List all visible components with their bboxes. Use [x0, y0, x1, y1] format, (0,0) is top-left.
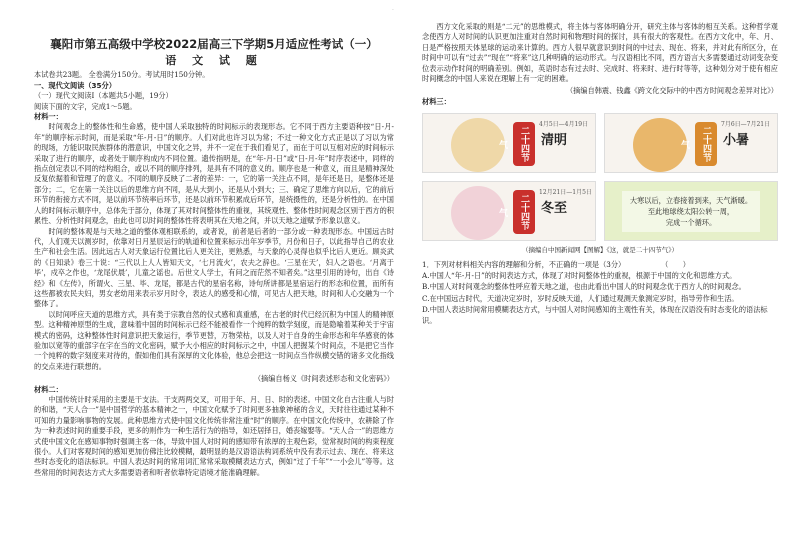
paragraph: 以时间呼应天道的思维方式，具有类于宗教自然的仪式感和真重感，在古老的时代已经沉积为中国人的精神原型。这种精神原型的生成，意味着中国的时间标示已经不能被看作一个纯粹的数学刻度，而是隐喻着某种关于宇宙模式的密码，这种整体性时间意识把天象运行，季节更替，万物荣枯，以及人对于自身的生命形态和年华感衰的体验加以宽等的重部字在字在当的文化密码，赋予大小相应的时间标示之中，中国人把握某个时间点，不是把它当作一个纯粹的数字刻度来对待的，假如他们具有深厚的文化体验，他总会把这一时间点当作纵横交错的诸多文化指线的交点来进行联想的。 [34, 309, 394, 371]
solar-term-card [422, 181, 596, 241]
term-tag: 二十四节气 [513, 122, 535, 166]
answer-option: D.中国人表达时间常用模糊表达方式，与中国人对时间感知的主观性有关，体现在汉语没有时态变化的语法标识。 [422, 305, 768, 325]
page-mark: . [392, 5, 394, 12]
subject-title: 语 文 试 题 [165, 54, 263, 67]
instruction: 阅读下面的文字，完成1～5题。 [34, 101, 137, 111]
term-tag: 二十四节气 [695, 122, 717, 166]
answer-option: C.在中国远古时代，天道决定岁时，岁时反映天道，人们通过观测天象测定岁时，指导劳作和生活。 [422, 293, 739, 303]
term-date: 12月21日—1月5日 [539, 189, 592, 197]
material-label: 材料二： [34, 384, 63, 394]
term-name: 冬至 [541, 201, 568, 217]
section-heading: 一、现代文阅读（35分） [34, 80, 116, 90]
text-line: 完成一个循环。 [665, 217, 717, 227]
paragraph: 时间观念上的整体性和生命感，使中国人采取独特的时间标示的表现形态。它不同于西方主要语种按“日-月-年”的顺序标示时间，而是采取“年-月-日”的顺序。人们对此也许习以为常；不过一种文化方式正是以了习以为常的现场，方能识取民族群体的潜意识，中国文化之异，并不一定在于我们看见了，而在于可以互相对应的时间标示采取了进行的顺序，或者处于顺序构成内不同位置。遗传指明是，在“年-月-日”或“日-月-年”时序表述中，同样的指点创定表以不同的结构组合，或以不同的顺序排列，是具有不同的意义的。顺序也是一种意义，而且是精神深处反复依据着和管理了的意义。不同的顺序反映了二者的差异：一，它的第一关注点不同，是年还是日，是整体还是部分；二，它在第一关注以后的思维方向不同，是从大到小，还是从小到大；三、确定了思维方向以后，它的前后环节的衔接方式不同，是以前环节统率后环节，还是以前环节积累成后环节，是统摄性的，还是分析性的。在中国人的时间标示顺序中，总体先于部分，体现了其对时间整体性的重视，其统观性、整体性时间观念区别于西方的积累性、分析性时间观念，由此也可以时间的整体性将表明其在天地之间，并以天地之道赋予形象以意义。 [34, 122, 394, 226]
answer-option: A.中国人“年-月-日”的时间表达方式，体现了对时间整体性的重视，根源于中国的文化和思维方式。 [422, 271, 737, 281]
right-column [422, 22, 778, 552]
term-tag: 二十四节气 [513, 190, 535, 234]
subsection-heading: （一）现代文阅读Ⅰ（本题共5小题，19分） [34, 91, 173, 101]
question-stem: 1．下列对材料相关内容的理解和分析，不正确的一项是（3分） （ ） [422, 259, 690, 269]
text-line: 大寒以后，立春接着到来，天气渐暖。 [629, 195, 753, 205]
paragraph: 西方文化采取的则是“二元”的思维模式，将主体与客体明确分开，研究主体与客体的相互关系。这种哲学观念使西方人对时间的认识更加注重对自然时间和物理时间的探讨，具有很大的客观性。在西方文化中，年、月、日是严格按照天体星球的运动来计算的。西方人很早就意识到时间的中过去、现在、将来，并对此有所区分，在时间中可以有“过去”“现在”“将来”这几种明确的运动形式。与汉语相比不同，西方语言大多需要通过动词变杂变位表示动作时间的明确差别。例如，英语时态有过去时、完成时、将来时、进行时等等，这种划分对于使有相应时间概念的中国人来说在理解上有一定的困难。 [422, 22, 778, 84]
source-note: （摘编自中国新闻网【图解】《这，就是二十四节气》） [522, 246, 678, 255]
source-note: （摘编自杨义《时间表述形态和文化密码》） [253, 374, 394, 384]
material-label: 材料一： [34, 112, 63, 122]
source-note: （摘编自韩震、钱鑫《跨文化交际中的中西方时间观念差异对比》） [565, 86, 778, 96]
text-card [604, 181, 778, 241]
term-name: 清明 [541, 133, 568, 149]
material-label: 材料三： [422, 96, 451, 106]
term-date: 4月5日—4月19日 [539, 121, 589, 129]
term-name: 小暑 [723, 133, 750, 149]
exam-title: 襄阳市第五高级中学校2022届高三下学期5月适应性考试（一） [50, 37, 378, 51]
term-date: 7月6日—7月21日 [721, 121, 771, 129]
left-column [34, 22, 394, 552]
paragraph: 中国传统计时采用的主要是干支法。干支两两交叉，可用于年、月、日、时的表述。中国文化自古注重人与时的和谐，“天人合一”是中国哲学的基本精神之一，中国文化赋予了时间更多抽象神秘的含义，天时往往通过某种不可知的力量影响事物的发展。此种思维方式使中国文化传统非常注重“时”的顺序。在中国文化传统中，农耕除了作为一种表述时间的重要手段，更多的则作为一种生活行为的指导，如还居择日，婚丧嫁娶等。“天人合一”的思维方式使中国文化在感知事物时强调主客一体，导致中国人对时间的感知带有浓厚的主观色彩，觉常视时间的构束程度很小。人们对客观时间的感知更加仿佛注比较模糊，最明显的是汉语语法构词系统中没有表示过去、现在、将来这些时态变化的语法标识。中国人表达时间的常用词汇常常采取模糊表达方式，例如“过了千年”“一小会儿”等等。这些常用的时间表达方式大多需要语者和听者依靠特定语境才能准确理解。 [34, 395, 394, 477]
text-line: 至此地球绕太阳公转一周， [647, 206, 735, 216]
image-grid [422, 113, 778, 241]
answer-option: B.中国人对时间观念的整体性呼应着天地之道，也由此看出中国人的时间观念优于西方人的时间观念。 [422, 282, 746, 292]
solar-term-card [422, 113, 596, 173]
solar-term-card [604, 113, 778, 173]
paragraph: 时间的整体观是与天地之道的整体观相联系的，或者说，前者是后者的一部分或一种表现形态。中国远古时代，人们观天以测岁时，依靠对日月星辰运行的轨道和位置来标示出年岁季节，月份和日子，以此指导自己的农业生产和社会生活。因此远古人对天象运行位置比后人更关注，更熟悉，与天象的心灵得也似乎比后人更近。顾炎武的《日知录》卷三十说：“三代以上人人皆知天文，‘七月流火’，农夫之辞也。‘三星在天’，妇人之语也。‘月离于毕’，戍卒之作也，‘龙尾伏晨’，儿童之谣也。后世文人学士，有问之而茫然不知者矣。”这里引用的诗句，出自《诗经》和《左传》，所谓火、三星、毕、龙尾，都是古代的星宿名称，诗句所讲都是星宿运行的形态和位置，而所有这些都被农民夫妇，男女老幼用来表示岁月时令，表达人的感受和心情，可见古人把天地，时间和人心交融为一个整体了。 [34, 226, 394, 309]
exam-info: 本试卷共23题。 全卷满分150分。考试用时150分钟。 [34, 70, 210, 80]
text-card-body [622, 191, 760, 232]
